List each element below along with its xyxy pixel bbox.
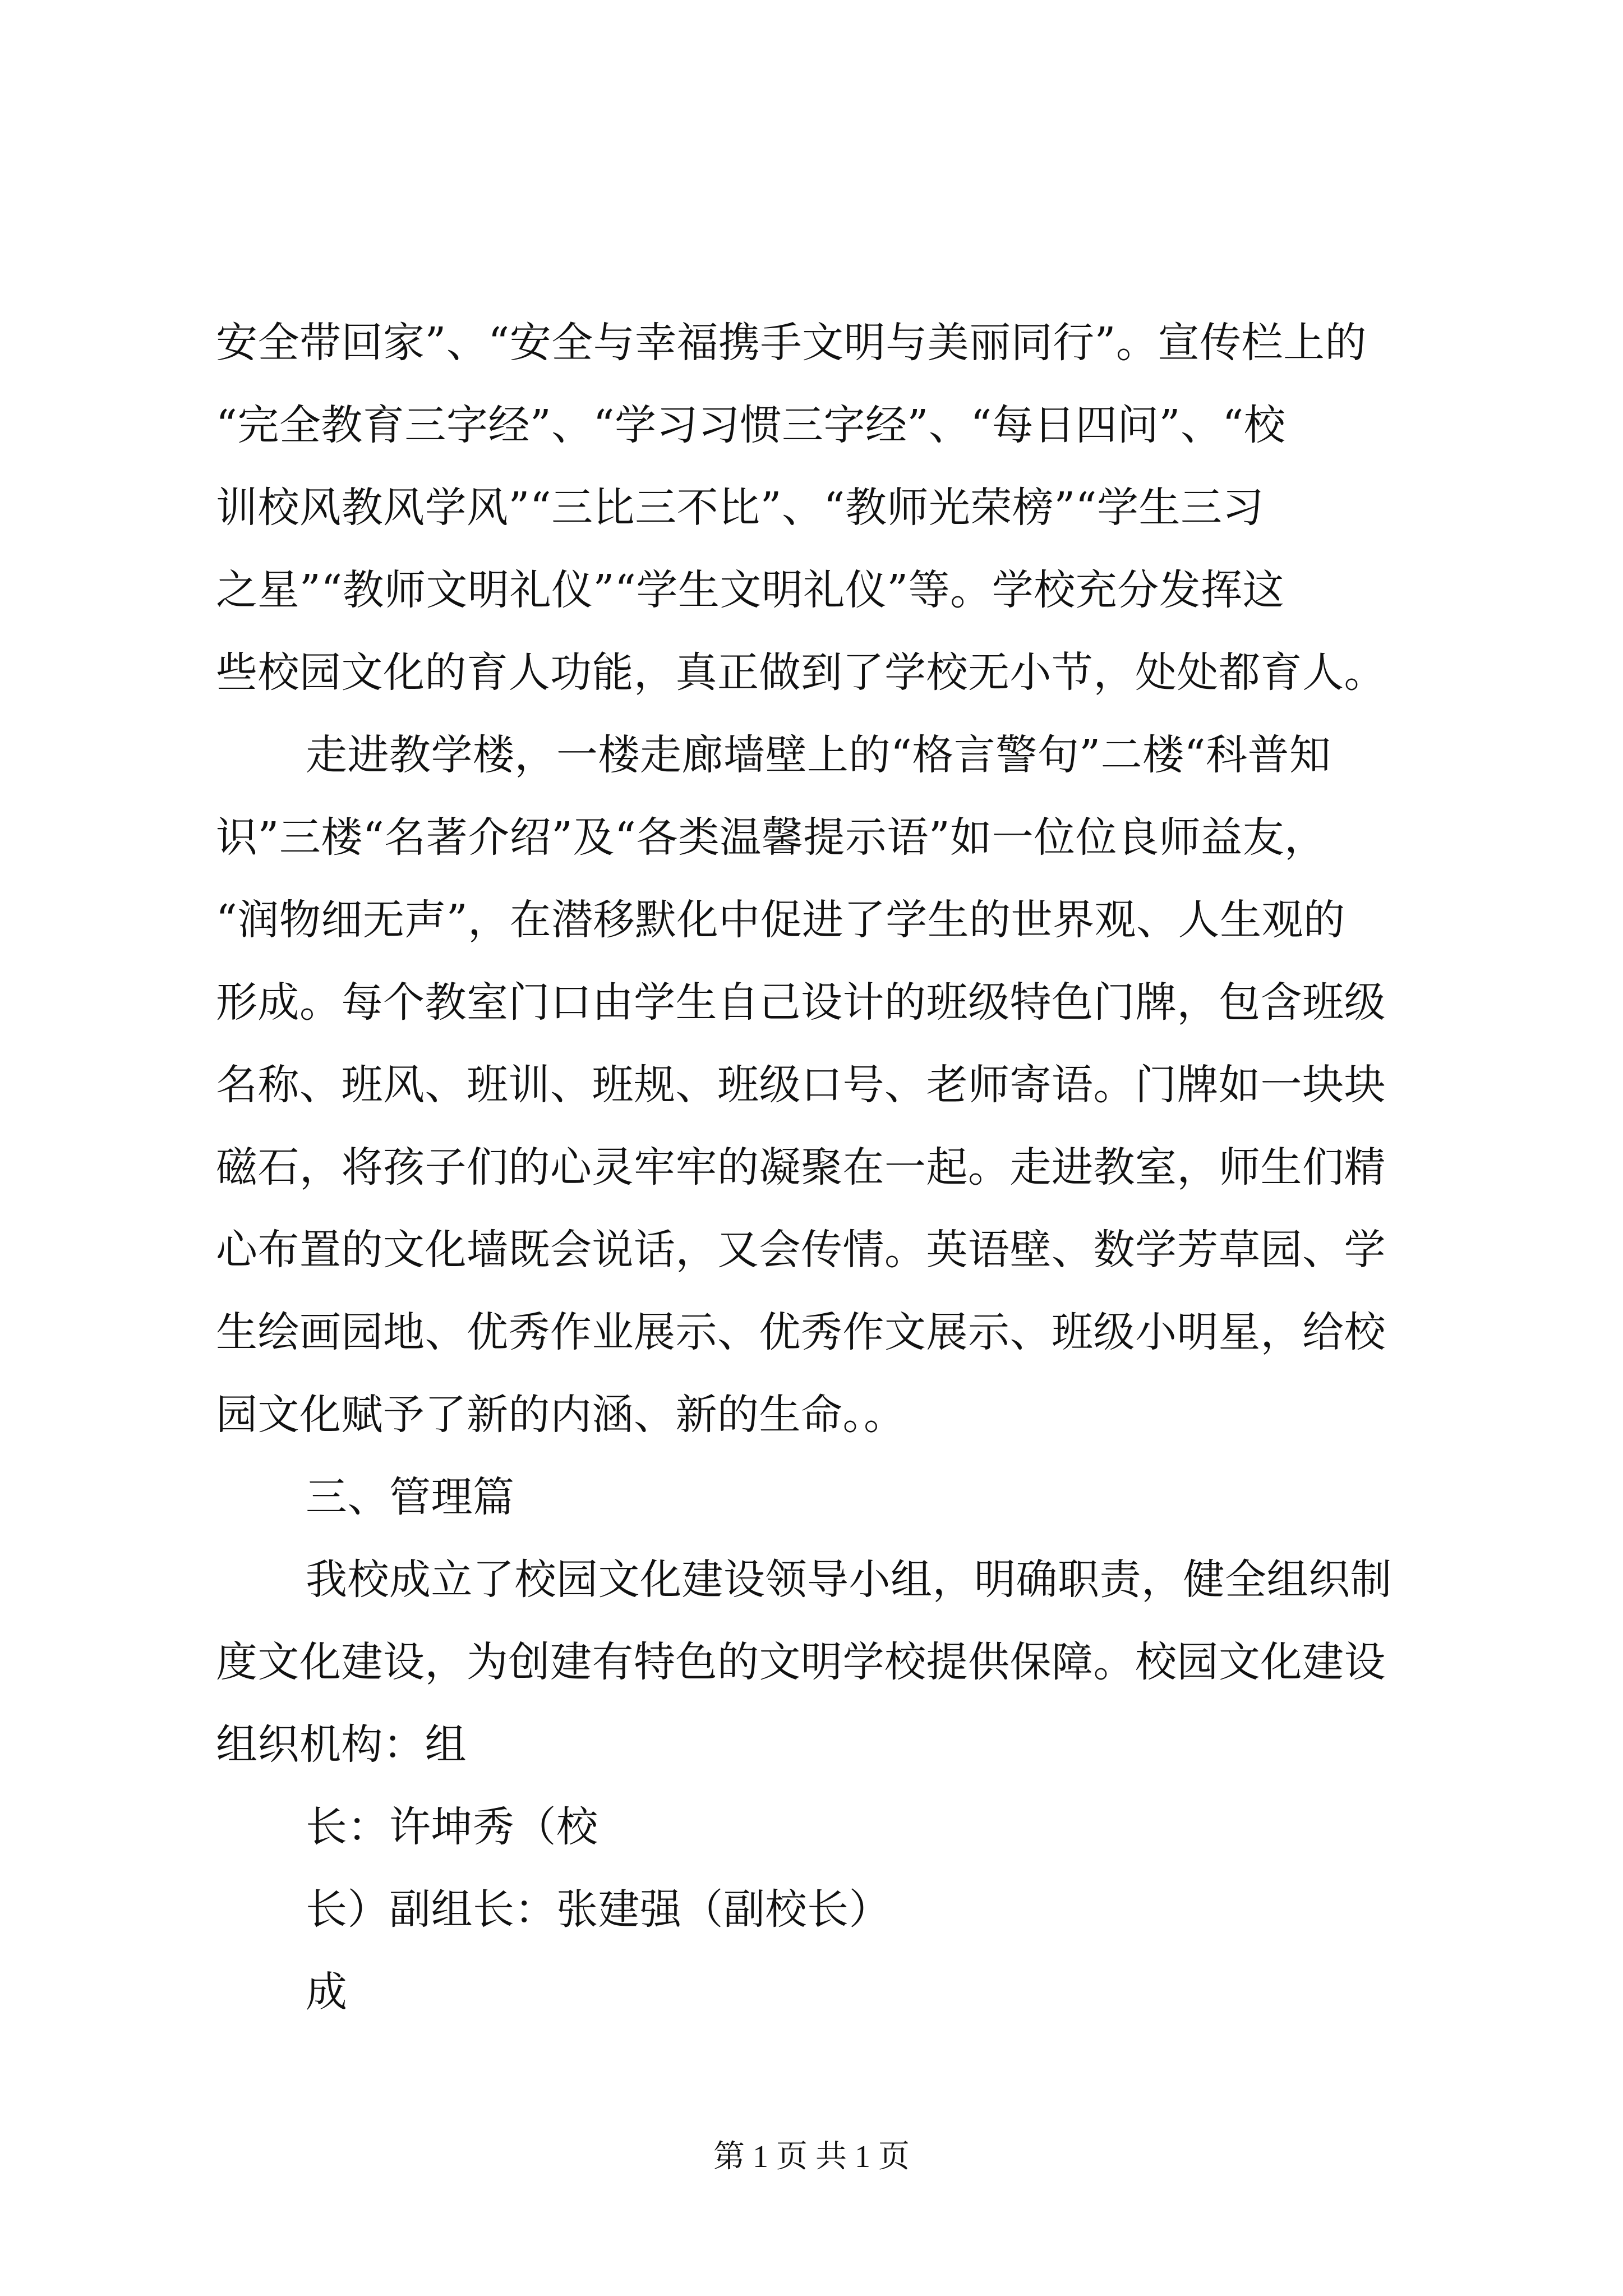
text-line: 生绘画园地、优秀作业展示、优秀作文展示、班级小明星，给校 [216, 1308, 1386, 1356]
text-line: 些校园文化的育人功能，真正做到了学校无小节，处处都育人。 [216, 648, 1386, 697]
text-line: 度文化建设，为创建有特色的文明学校提供保障。校园文化建设 [216, 1638, 1386, 1686]
section-heading: 三、管理篇 [306, 1473, 515, 1521]
text-line: 成 [306, 1968, 348, 2016]
text-line: 识”三楼“名著介绍”及“各类温馨提示语”如一位位良师益友， [216, 813, 1326, 862]
text-line: 长：许坤秀（校 [306, 1803, 598, 1851]
text-line: 名称、班风、班训、班规、班级口号、老师寄语。门牌如一块块 [216, 1061, 1386, 1109]
text-line: 磁石，将孩子们的心灵牢牢的凝聚在一起。走进教室，师生们精 [216, 1143, 1386, 1191]
text-line: 形成。每个教室门口由学生自己设计的班级特色门牌，包含班级 [216, 978, 1386, 1027]
text-line: 我校成立了校园文化建设领导小组，明确职责，健全组织制 [306, 1556, 1392, 1604]
text-line: 园文化赋予了新的内涵、新的生命。。 [216, 1391, 906, 1439]
text-line: “润物细无声”，在潜移默化中促进了学生的世界观、人生观的 [216, 896, 1345, 944]
text-line: 之星”“教师文明礼仪”“学生文明礼仪”等。学校充分发挥这 [216, 566, 1285, 614]
text-line: 长）副组长：张建强（副校长） [306, 1885, 891, 1934]
text-line: 心布置的文化墙既会说话，又会传情。英语壁、数学芳草园、学 [216, 1226, 1386, 1274]
page-footer: 第 1 页 共 1 页 [713, 2139, 910, 2174]
text-line: “完全教育三字经”、“学习习惯三字经”、“每日四问”、“校 [216, 401, 1286, 449]
text-line: 训校风教风学风”“三比三不比”、“教师光荣榜”“学生三习 [216, 484, 1264, 532]
text-line: 走进教学楼，一楼走廊墙壁上的“格言警句”二楼“科普知 [306, 731, 1331, 779]
text-line: 组织机构：组 [216, 1720, 467, 1769]
text-line: 安全带回家”、“安全与幸福携手文明与美丽同行”。宣传栏上的 [216, 319, 1367, 367]
document-body [216, 302, 1416, 2033]
